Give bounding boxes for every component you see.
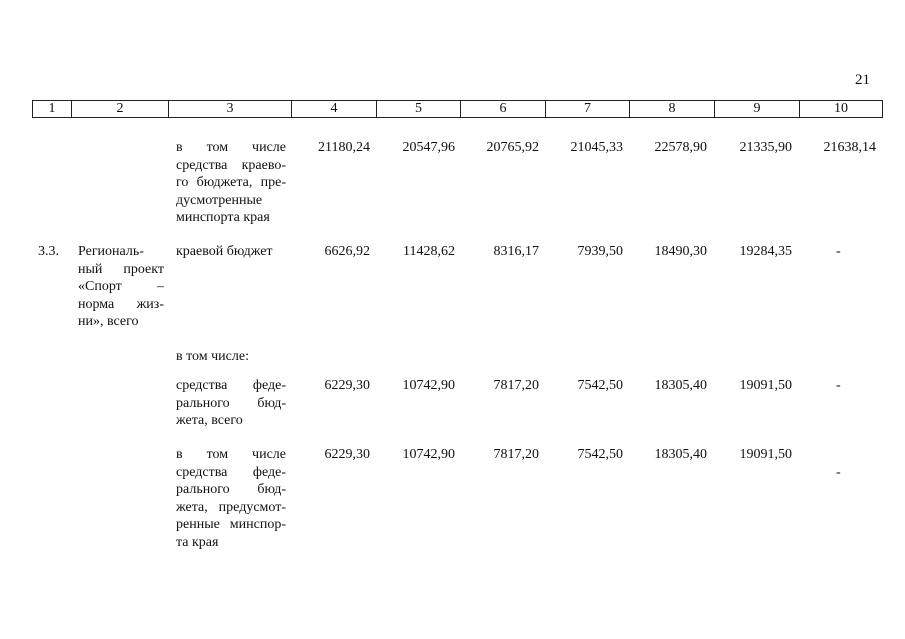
section-name: [78, 243, 164, 331]
cell-col5: 10742,90: [402, 447, 455, 462]
cell-col5: 20547,96: [402, 140, 455, 155]
cell-col10: -: [836, 378, 841, 393]
label-line: ни», всего: [78, 314, 139, 330]
cell-col10: -: [836, 465, 841, 480]
cell-col4: 21180,24: [318, 140, 370, 155]
label-line: ный проект: [78, 261, 164, 277]
cell-col6: 8316,17: [493, 244, 539, 259]
cell-col8: 22578,90: [654, 140, 707, 155]
page-number: 21: [855, 72, 870, 88]
cell-col10: 21638,14: [823, 140, 876, 155]
cell-col9: 21335,90: [739, 140, 792, 155]
label-line: «Спорт –: [78, 279, 164, 295]
header-cell-1: 1: [33, 101, 72, 118]
label-line: рального бюд-: [176, 482, 286, 498]
cell-col9: 19284,35: [739, 244, 792, 259]
label-line: средства краево-: [176, 157, 286, 173]
cell-col6: 7817,20: [493, 447, 539, 462]
label-line: в том числе: [176, 140, 286, 155]
cell-col7: 7542,50: [577, 378, 623, 393]
header-cell-10: 10: [800, 101, 883, 118]
section-number: 3.3.: [38, 244, 59, 259]
cell-col8: 18490,30: [654, 244, 707, 259]
label-line: средства феде-: [176, 464, 286, 480]
row-label-federal-total: [176, 377, 286, 430]
label-line: жета, предусмот-: [176, 499, 286, 515]
cell-col9: 19091,50: [739, 378, 792, 393]
label-line: та края: [176, 534, 219, 550]
cell-col4: 6229,30: [324, 447, 370, 462]
cell-col9: 19091,50: [739, 447, 792, 462]
cell-col4: 6626,92: [324, 244, 370, 259]
cell-col10: -: [836, 244, 841, 259]
label-line: жета, всего: [176, 413, 243, 429]
header-cell-2: 2: [72, 101, 169, 118]
label-line: ренные минспор-: [176, 517, 286, 533]
cell-col6: 20765,92: [486, 140, 539, 155]
cell-col7: 7542,50: [577, 447, 623, 462]
header-cell-7: 7: [546, 101, 630, 118]
cell-col8: 18305,40: [654, 378, 707, 393]
header-cell-4: 4: [292, 101, 377, 118]
header-cell-8: 8: [630, 101, 715, 118]
cell-col7: 21045,33: [570, 140, 623, 155]
column-number-header: [32, 100, 883, 118]
row-label-regional-budget: краевой бюджет: [176, 244, 273, 259]
cell-col4: 6229,30: [324, 378, 370, 393]
label-line: средства феде-: [176, 378, 286, 393]
header-cell-5: 5: [377, 101, 461, 118]
header-cell-6: 6: [461, 101, 546, 118]
label-line: Региональ-: [78, 244, 144, 259]
row-label-regional-minsport: [176, 139, 286, 227]
cell-col5: 11428,62: [403, 244, 455, 259]
label-line: в том числе: [176, 447, 286, 462]
cell-col6: 7817,20: [493, 378, 539, 393]
label-line: дусмотренные: [176, 192, 263, 208]
label-line: минспорта края: [176, 210, 270, 226]
cell-col7: 7939,50: [577, 244, 623, 259]
row-label-including: в том числе:: [176, 349, 249, 364]
cell-col8: 18305,40: [654, 447, 707, 462]
cell-col5: 10742,90: [402, 378, 455, 393]
label-line: норма жиз-: [78, 296, 164, 312]
row-label-federal-minsport: [176, 446, 286, 552]
label-line: го бюджета, пре-: [176, 175, 286, 191]
header-cell-3: 3: [169, 101, 292, 118]
label-line: рального бюд-: [176, 395, 286, 411]
header-cell-9: 9: [715, 101, 800, 118]
